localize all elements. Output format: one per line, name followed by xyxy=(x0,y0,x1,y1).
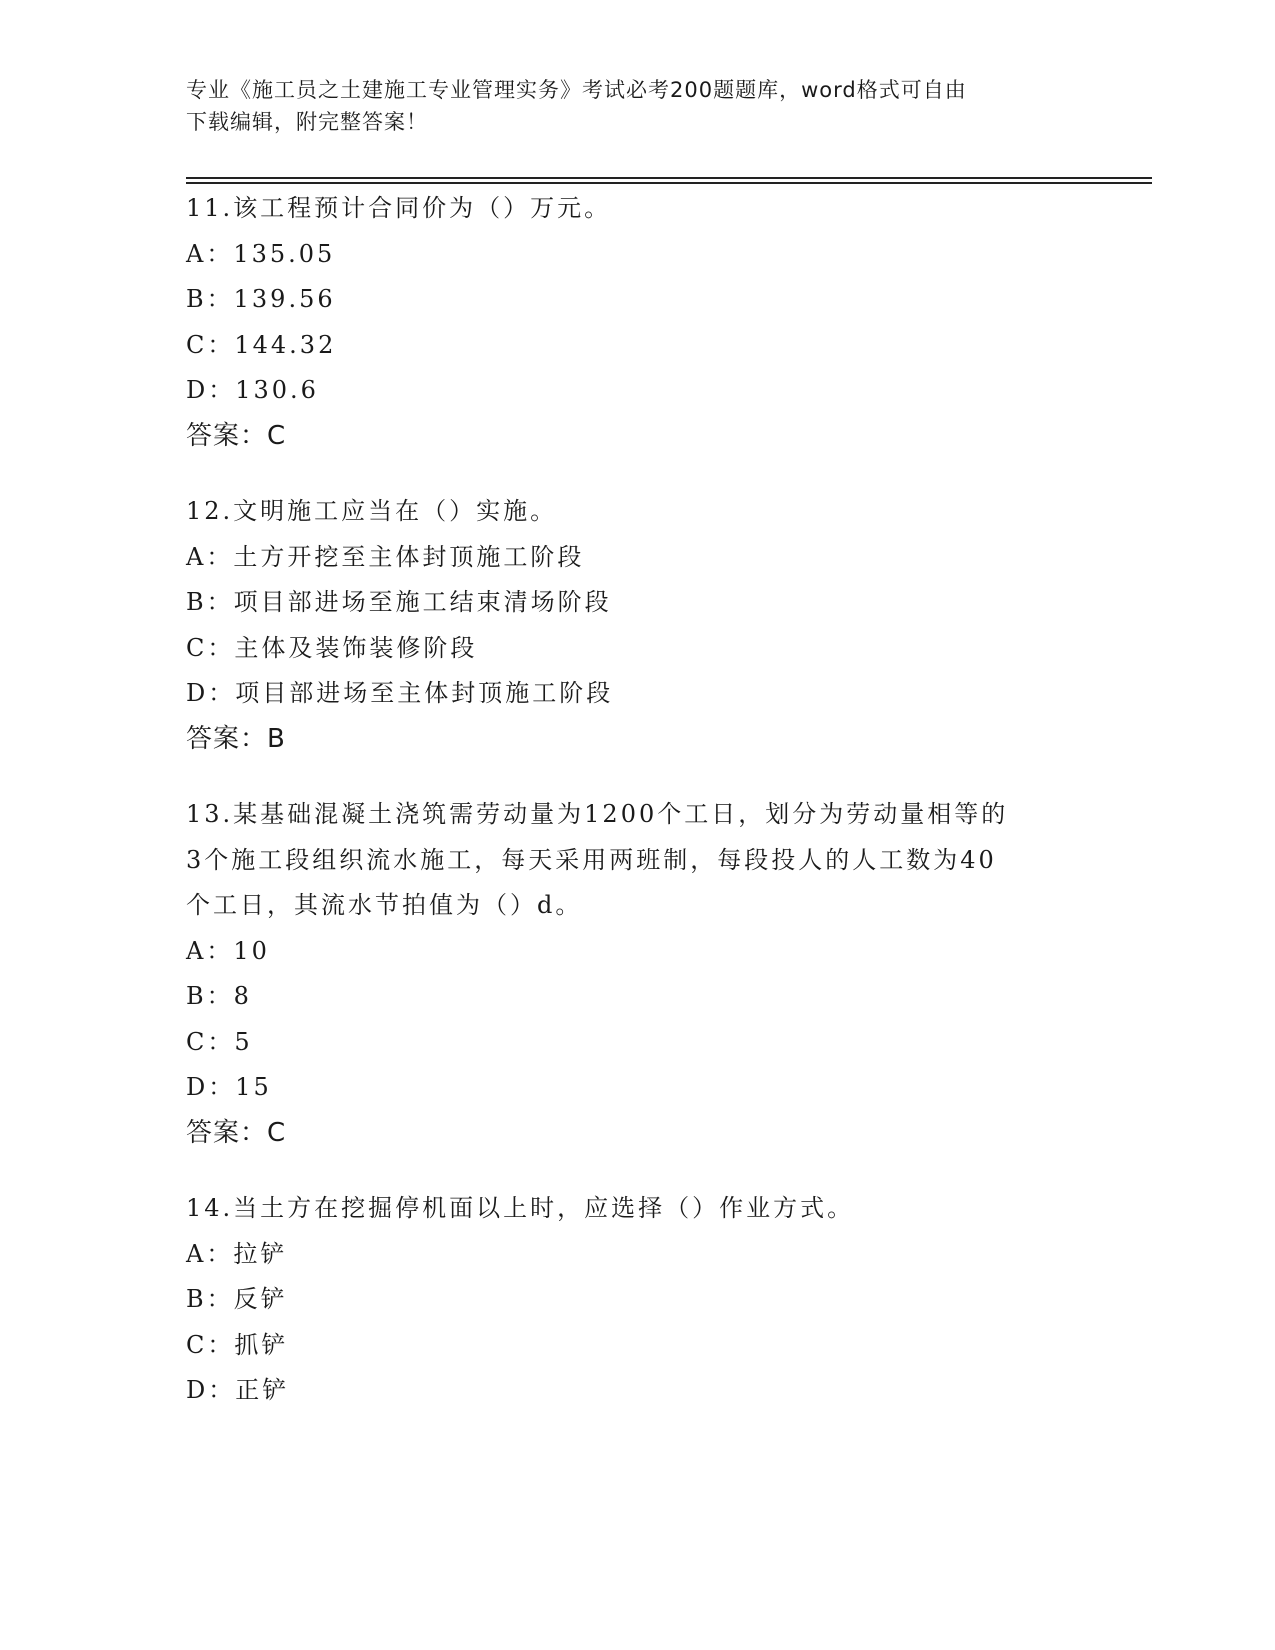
option-a: A：10 xyxy=(186,936,270,965)
question-12 xyxy=(186,489,1086,762)
header-line-1: 专业《施工员之土建施工专业管理实务》考试必考200题题库，word格式可自由 xyxy=(186,78,967,102)
option-c: C：主体及装饰装修阶段 xyxy=(186,633,478,662)
question-text: 12.文明施工应当在（）实施。 xyxy=(186,497,558,525)
question-text-line-1: 13.某基础混凝土浇筑需劳动量为1200个工日，划分为劳动量相等的 xyxy=(186,800,1009,828)
header-line-2: 下载编辑，附完整答案！ xyxy=(186,110,428,134)
answer-text: 答案：B xyxy=(186,723,286,754)
option-d: D：15 xyxy=(186,1073,272,1101)
answer-text: 答案：C xyxy=(186,420,287,451)
header-divider-bottom xyxy=(186,182,1152,184)
option-d: D：正铲 xyxy=(186,1376,290,1404)
option-b: B：139.56 xyxy=(186,285,336,313)
option-a: A：土方开挖至主体封顶施工阶段 xyxy=(186,542,585,571)
question-text: 11.该工程预计合同价为（）万元。 xyxy=(186,194,612,222)
question-text-line-3: 个工日，其流水节拍值为（）d。 xyxy=(186,891,583,919)
question-14 xyxy=(186,1186,1086,1414)
option-c: C：抓铲 xyxy=(186,1330,289,1359)
header-divider-top xyxy=(186,177,1152,179)
document-header xyxy=(186,74,1086,138)
question-text: 14.当土方在挖掘停机面以上时，应选择（）作业方式。 xyxy=(186,1194,855,1222)
option-c: C：144.32 xyxy=(186,330,337,359)
question-13 xyxy=(186,792,1086,1156)
option-b: B：8 xyxy=(186,982,252,1010)
option-d: D：项目部进场至主体封顶施工阶段 xyxy=(186,679,614,707)
question-text-line-2: 3个施工段组织流水施工，每天采用两班制，每段投人的人工数为40 xyxy=(186,845,997,874)
option-a: A：135.05 xyxy=(186,239,336,268)
option-d: D：130.6 xyxy=(186,376,319,404)
question-list xyxy=(186,186,1086,1444)
option-b: B：反铲 xyxy=(186,1285,288,1313)
question-11 xyxy=(186,186,1086,459)
option-b: B：项目部进场至施工结束清场阶段 xyxy=(186,588,612,616)
option-a: A：拉铲 xyxy=(186,1239,288,1268)
answer-text: 答案：C xyxy=(186,1117,287,1148)
option-c: C：5 xyxy=(186,1027,253,1056)
